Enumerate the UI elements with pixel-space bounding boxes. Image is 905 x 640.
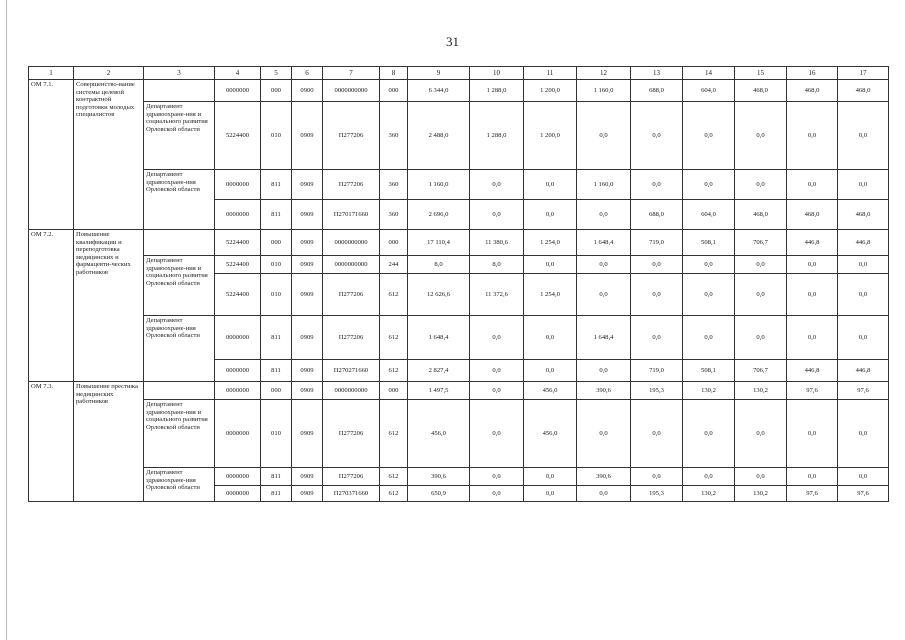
value-cell: 0000000000 [323,230,380,256]
value-cell: 0,0 [787,468,838,486]
value-cell: 612 [380,274,408,316]
value-cell: 8,0 [470,256,524,274]
value-cell: 0909 [292,256,323,274]
value-cell: 0,0 [838,274,889,316]
table-row [29,400,889,468]
column-number: 6 [292,67,323,80]
value-cell: 0,0 [470,316,524,360]
value-cell: 0000000 [215,382,261,400]
value-cell: 0000000 [215,80,261,102]
measure-code: ОМ 7.1. [29,80,74,230]
value-cell: 1 648,4 [408,316,470,360]
value-cell: 0,0 [735,102,787,170]
table-row [29,316,889,360]
value-cell: 000 [380,382,408,400]
value-cell: 0,0 [838,316,889,360]
column-number: 1 [29,67,74,80]
value-cell: 0,0 [524,468,577,486]
value-cell: 0,0 [631,102,683,170]
value-cell: 1 160,0 [577,170,631,200]
value-cell: 468,0 [735,80,787,102]
value-cell: 11 380,6 [470,230,524,256]
table-row [29,230,889,256]
value-cell: 446,8 [838,230,889,256]
value-cell: 130,2 [735,382,787,400]
value-cell: 1 160,0 [577,80,631,102]
value-cell: 0,0 [470,400,524,468]
value-cell: 0,0 [735,274,787,316]
value-cell: 2 488,0 [408,102,470,170]
value-cell: 508,1 [683,360,735,382]
value-cell: 0900 [292,80,323,102]
value-cell: 97,6 [787,486,838,502]
table-row [29,102,889,170]
value-cell: 1 288,0 [470,80,524,102]
value-cell: 0,0 [470,382,524,400]
column-number: 14 [683,67,735,80]
value-cell: 5224400 [215,230,261,256]
value-cell: 0,0 [524,316,577,360]
value-cell: 0,0 [683,316,735,360]
value-cell: 000 [261,80,292,102]
column-number: 8 [380,67,408,80]
value-cell: 0909 [292,274,323,316]
value-cell: 1 160,0 [408,170,470,200]
value-cell: 0,0 [631,316,683,360]
value-cell: 811 [261,468,292,486]
value-cell: 688,0 [631,80,683,102]
value-cell: П270271660 [323,360,380,382]
value-cell: П277206 [323,468,380,486]
value-cell: 0000000000 [323,382,380,400]
value-cell: 468,0 [838,80,889,102]
value-cell: 456,0 [524,400,577,468]
value-cell: 6 344,0 [408,80,470,102]
column-number: 9 [408,67,470,80]
value-cell: 0909 [292,316,323,360]
value-cell: 0,0 [735,468,787,486]
value-cell: 0,0 [838,256,889,274]
value-cell: П270371660 [323,486,380,502]
value-cell: 360 [380,200,408,230]
value-cell: 468,0 [838,200,889,230]
value-cell: 612 [380,360,408,382]
value-cell: 719,0 [631,230,683,256]
value-cell: 0,0 [470,486,524,502]
value-cell: 195,3 [631,486,683,502]
value-cell: 0,0 [838,468,889,486]
value-cell: 0,0 [787,400,838,468]
value-cell: 390,6 [577,382,631,400]
value-cell: 706,7 [735,230,787,256]
value-cell: 000 [380,80,408,102]
value-cell: 0,0 [524,360,577,382]
executor-cell [144,80,215,102]
value-cell: 0,0 [787,170,838,200]
value-cell: 97,6 [838,486,889,502]
value-cell: 0000000000 [323,256,380,274]
column-number-row [29,67,889,80]
value-cell: 0,0 [735,256,787,274]
value-cell: 010 [261,274,292,316]
column-number: 2 [74,67,144,80]
value-cell: 508,1 [683,230,735,256]
value-cell: 0,0 [577,274,631,316]
value-cell: 0,0 [838,170,889,200]
value-cell: 244 [380,256,408,274]
value-cell: 811 [261,200,292,230]
value-cell: 0,0 [577,102,631,170]
value-cell: 612 [380,468,408,486]
value-cell: 390,6 [577,468,631,486]
value-cell: 5224400 [215,274,261,316]
column-number: 11 [524,67,577,80]
value-cell: 0,0 [631,274,683,316]
value-cell: 1 200,0 [524,102,577,170]
table-row [29,382,889,400]
value-cell: 0,0 [577,400,631,468]
value-cell: 0,0 [577,256,631,274]
value-cell: 811 [261,316,292,360]
value-cell: 0,0 [787,102,838,170]
measure-name: Повышение квалификации и переподготовка медицинских и фармацевти-ческих работников [74,230,144,382]
value-cell: 0,0 [470,468,524,486]
measure-code: ОМ 7.2. [29,230,74,382]
value-cell: 612 [380,486,408,502]
value-cell: 0000000 [215,170,261,200]
value-cell: 0000000000 [323,80,380,102]
value-cell: 0,0 [631,468,683,486]
table-row [29,80,889,102]
budget-table [28,66,889,502]
value-cell: 0000000 [215,468,261,486]
value-cell: 468,0 [787,200,838,230]
value-cell: 456,0 [524,382,577,400]
value-cell: 468,0 [735,200,787,230]
value-cell: 0909 [292,400,323,468]
value-cell: 1 648,4 [577,230,631,256]
value-cell: 612 [380,316,408,360]
value-cell: 0,0 [470,360,524,382]
value-cell: 000 [380,230,408,256]
value-cell: 0000000 [215,316,261,360]
value-cell: 0,0 [787,274,838,316]
column-number: 13 [631,67,683,80]
value-cell: 1 254,0 [524,274,577,316]
measure-name: Повышение престижа медицинских работников [74,382,144,502]
value-cell: 0,0 [631,256,683,274]
value-cell: 010 [261,102,292,170]
page-number: 31 [446,34,459,49]
value-cell: 5224400 [215,102,261,170]
value-cell: 446,8 [787,230,838,256]
value-cell: 0,0 [735,170,787,200]
value-cell: 1 200,0 [524,80,577,102]
value-cell: 468,0 [787,80,838,102]
column-number: 3 [144,67,215,80]
value-cell: П277206 [323,316,380,360]
value-cell: 604,0 [683,200,735,230]
executor-cell: Департамент здравоохране-ния и социального развития Орловской области [144,102,215,170]
value-cell: 0,0 [524,200,577,230]
value-cell: 1 497,5 [408,382,470,400]
value-cell: 8,0 [408,256,470,274]
measure-code: ОМ 7.3. [29,382,74,502]
value-cell: 360 [380,102,408,170]
value-cell: 0909 [292,200,323,230]
value-cell: 11 372,6 [470,274,524,316]
value-cell: 0,0 [735,400,787,468]
value-cell: 130,2 [683,382,735,400]
column-number: 7 [323,67,380,80]
page-edge [6,0,7,640]
value-cell: 811 [261,170,292,200]
value-cell: 456,0 [408,400,470,468]
value-cell: 2 696,0 [408,200,470,230]
column-number: 4 [215,67,261,80]
value-cell: 0,0 [683,400,735,468]
value-cell: 0,0 [631,170,683,200]
value-cell: П277206 [323,170,380,200]
executor-cell: Департамент здравоохране-ния Орловской области [144,468,215,502]
value-cell: 0909 [292,360,323,382]
value-cell: 0,0 [577,200,631,230]
value-cell: 5224400 [215,256,261,274]
column-number: 5 [261,67,292,80]
value-cell: 612 [380,400,408,468]
value-cell: 0,0 [838,102,889,170]
executor-cell [144,382,215,400]
executor-cell: Департамент здравоохране-ния и социального развития Орловской области [144,256,215,316]
value-cell: 0,0 [683,102,735,170]
value-cell: 195,3 [631,382,683,400]
table-row [29,170,889,200]
value-cell: 0000000 [215,360,261,382]
column-number: 17 [838,67,889,80]
value-cell: 0,0 [577,486,631,502]
value-cell: 0,0 [683,256,735,274]
value-cell: 010 [261,400,292,468]
value-cell: 1 288,0 [470,102,524,170]
value-cell: 446,8 [787,360,838,382]
column-number: 15 [735,67,787,80]
value-cell: 0909 [292,382,323,400]
value-cell: 0,0 [470,170,524,200]
measure-name: Совершенство-вание системы целевой контрактной подготовки молодых специалистов [74,80,144,230]
value-cell: П270171660 [323,200,380,230]
value-cell: 0909 [292,230,323,256]
value-cell: 0000000 [215,486,261,502]
value-cell: 0,0 [787,316,838,360]
value-cell: 97,6 [787,382,838,400]
value-cell: 0909 [292,468,323,486]
value-cell: 688,0 [631,200,683,230]
value-cell: 0,0 [631,400,683,468]
value-cell: 0,0 [524,256,577,274]
column-number: 16 [787,67,838,80]
value-cell: 0,0 [470,200,524,230]
table-row [29,468,889,486]
value-cell: 0,0 [577,360,631,382]
value-cell: 360 [380,170,408,200]
value-cell: П277206 [323,274,380,316]
value-cell: 2 827,4 [408,360,470,382]
value-cell: 0,0 [683,170,735,200]
value-cell: 0,0 [683,274,735,316]
value-cell: 000 [261,230,292,256]
value-cell: 0,0 [683,468,735,486]
executor-cell: Департамент здравоохране-ния Орловской области [144,316,215,382]
value-cell: 0,0 [838,400,889,468]
value-cell: 130,2 [683,486,735,502]
column-number: 12 [577,67,631,80]
value-cell: 0909 [292,170,323,200]
value-cell: 0,0 [787,256,838,274]
value-cell: 130,2 [735,486,787,502]
value-cell: 390,6 [408,468,470,486]
value-cell: 97,6 [838,382,889,400]
executor-cell [144,230,215,256]
value-cell: 811 [261,486,292,502]
value-cell: 0000000 [215,200,261,230]
value-cell: 0,0 [524,170,577,200]
value-cell: 000 [261,382,292,400]
value-cell: 0909 [292,102,323,170]
value-cell: 1 648,4 [577,316,631,360]
value-cell: 17 110,4 [408,230,470,256]
value-cell: 12 626,6 [408,274,470,316]
value-cell: 010 [261,256,292,274]
executor-cell: Департамент здравоохране-ния Орловской области [144,170,215,230]
value-cell: 1 254,0 [524,230,577,256]
value-cell: 0,0 [735,316,787,360]
value-cell: 650,9 [408,486,470,502]
value-cell: 811 [261,360,292,382]
value-cell: 719,0 [631,360,683,382]
value-cell: П277206 [323,400,380,468]
column-number: 10 [470,67,524,80]
table-row [29,256,889,274]
value-cell: 0,0 [524,486,577,502]
value-cell: П277206 [323,102,380,170]
value-cell: 446,8 [838,360,889,382]
value-cell: 0909 [292,486,323,502]
value-cell: 604,0 [683,80,735,102]
value-cell: 0000000 [215,400,261,468]
executor-cell: Департамент здравоохране-ния и социального развития Орловской области [144,400,215,468]
value-cell: 706,7 [735,360,787,382]
